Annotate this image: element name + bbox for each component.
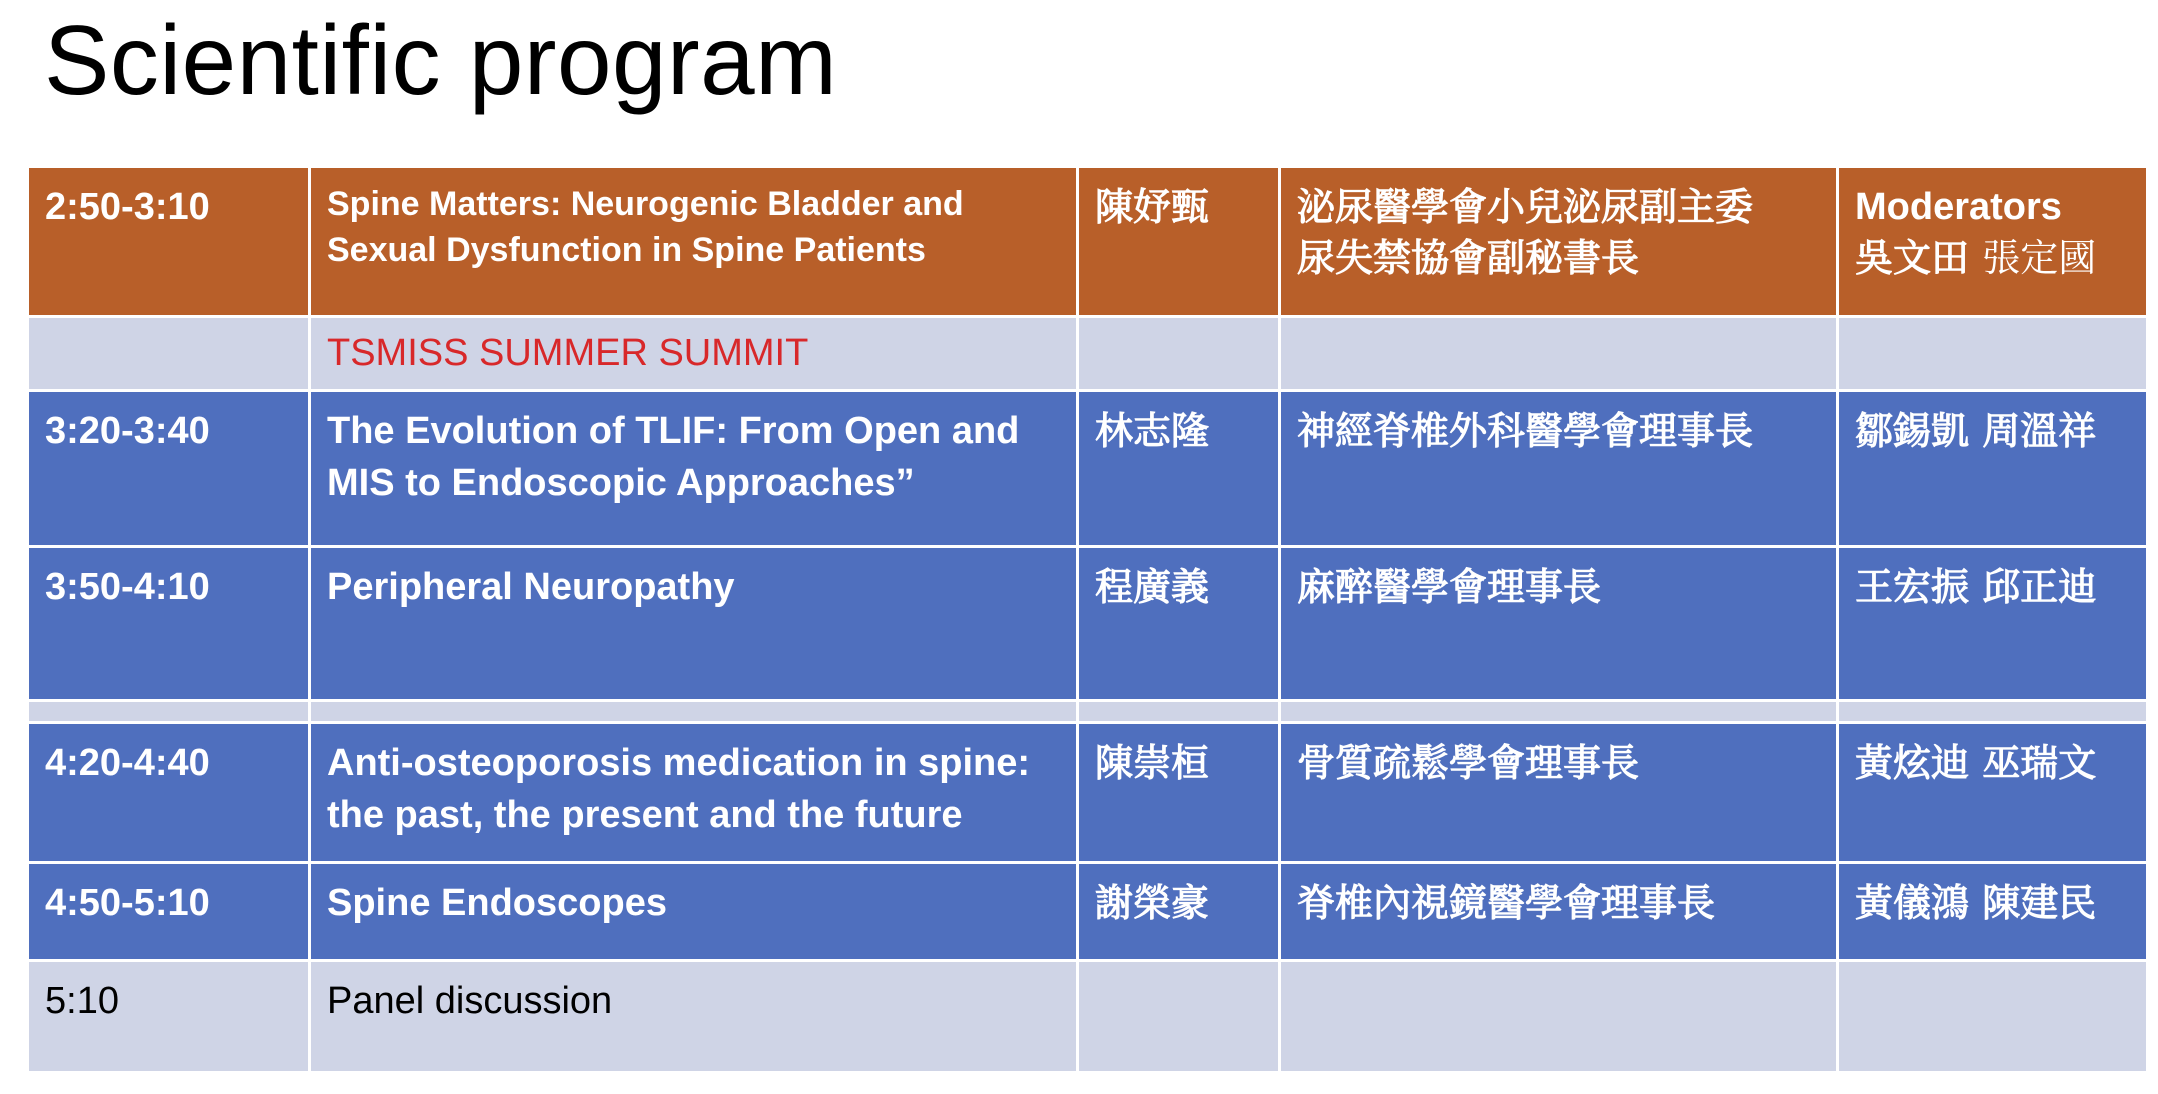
moderator-name: 張定國 (1982, 236, 2097, 281)
topic-cell: Spine Endoscopes (310, 863, 1078, 961)
topic-cell: Peripheral Neuropathy (310, 547, 1078, 701)
table-row (28, 961, 2148, 1073)
table-row (28, 547, 2148, 701)
affiliation-line: 泌尿醫學會小兒泌尿副主委 (1297, 185, 1754, 229)
moderator-name: 吳文田 (1855, 236, 1970, 281)
time-cell: 3:50-4:10 (28, 547, 310, 701)
moderators-label: Moderators (1855, 186, 2062, 228)
affiliation-cell: 神經脊椎外科醫學會理事長 (1280, 391, 1838, 547)
table-row (28, 167, 2148, 317)
speaker-cell: 陳妤甄 (1078, 167, 1280, 317)
time-cell: 5:10 (28, 961, 310, 1073)
topic-line: MIS to Endoscopic Approaches” (327, 461, 915, 504)
time-cell: 4:50-5:10 (28, 863, 310, 961)
time-cell: 4:20-4:40 (28, 723, 310, 863)
affiliation-line: 尿失禁協會副秘書長 (1297, 236, 1640, 281)
topic-line: the past, the present and the future (327, 793, 963, 836)
topic-cell: Panel discussion (310, 961, 1078, 1073)
moderators-cell: 王宏振 邱正迪 (1838, 547, 2148, 701)
topic-cell (310, 167, 1078, 317)
topic-line: Spine Matters: Neurogenic Bladder and (327, 185, 964, 223)
table-row (28, 701, 2148, 723)
affiliation-cell (1280, 167, 1838, 317)
moderators-cell: 黃儀鴻 陳建民 (1838, 863, 2148, 961)
topic-cell (310, 391, 1078, 547)
time-cell: 2:50-3:10 (28, 167, 310, 317)
table-row (28, 863, 2148, 961)
moderator-name: 鄒錫凱 (1855, 409, 1970, 454)
affiliation-cell: 脊椎內視鏡醫學會理事長 (1280, 863, 1838, 961)
speaker-cell: 程廣義 (1078, 547, 1280, 701)
table-row (28, 391, 2148, 547)
table-row (28, 317, 2148, 391)
moderators-cell: 黃炫迪 巫瑞文 (1838, 723, 2148, 863)
page-title: Scientific program (44, 5, 838, 115)
moderator-name: 周溫祥 (1982, 409, 2097, 454)
table-row (28, 723, 2148, 863)
time-cell: 3:20-3:40 (28, 391, 310, 547)
topic-line: The Evolution of TLIF: From Open and (327, 410, 1020, 453)
speaker-cell: 謝榮豪 (1078, 863, 1280, 961)
speaker-cell: 林志隆 (1078, 391, 1280, 547)
program-table (26, 165, 2149, 1074)
topic-cell (310, 723, 1078, 863)
topic-line: Anti-osteoporosis medication in spine: (327, 742, 1031, 785)
moderators-cell (1838, 391, 2148, 547)
summit-banner: TSMISS SUMMER SUMMIT (327, 332, 809, 374)
speaker-cell: 陳崇桓 (1078, 723, 1280, 863)
moderators-cell (1838, 167, 2148, 317)
topic-line: Sexual Dysfunction in Spine Patients (327, 230, 926, 269)
affiliation-cell: 骨質疏鬆學會理事長 (1280, 723, 1838, 863)
affiliation-cell: 麻醉醫學會理事長 (1280, 547, 1838, 701)
